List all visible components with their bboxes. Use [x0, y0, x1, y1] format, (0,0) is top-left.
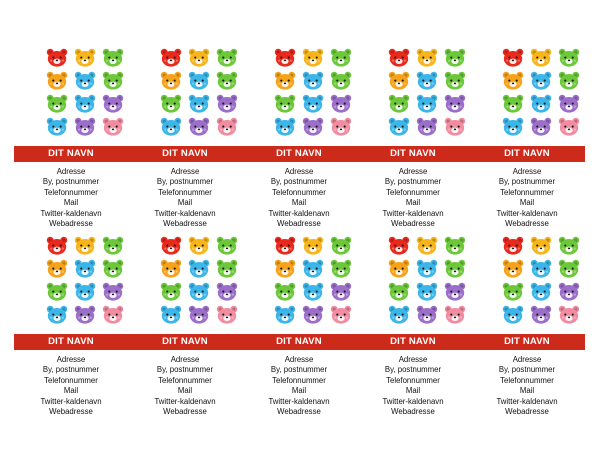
bear-face-icon [188, 282, 210, 301]
bear-face-icon [388, 236, 410, 255]
bear-face-icon [302, 305, 324, 324]
bear-face-icon [388, 305, 410, 324]
label-name: DIT NAVN [48, 148, 94, 159]
bear-face-icon [274, 71, 296, 90]
bear-face-icon [302, 282, 324, 301]
name-band-row-1 [14, 146, 585, 162]
bear-face-icon [216, 94, 238, 113]
label-info [470, 167, 584, 229]
bear-face-icon [530, 282, 552, 301]
bear-pattern-row-2 [0, 236, 600, 328]
bear-face-icon [416, 305, 438, 324]
twitter-line: Twitter-kaldenavn [382, 208, 444, 218]
web-line: Webadresse [505, 219, 549, 229]
bear-face-icon [530, 48, 552, 67]
web-line: Webadresse [49, 219, 93, 229]
bear-face-icon [558, 282, 580, 301]
bear-face-icon [102, 48, 124, 67]
bear-face-icon [188, 236, 210, 255]
bear-face-icon [188, 305, 210, 324]
twitter-line: Twitter-kaldenavn [40, 396, 102, 406]
bear-face-icon [160, 305, 182, 324]
bear-face-icon [216, 259, 238, 278]
bear-face-icon [102, 282, 124, 301]
phone-line: Telefonnummer [158, 375, 212, 385]
label-name: DIT NAVN [162, 336, 208, 347]
bear-face-icon [274, 236, 296, 255]
address-line: Adresse [170, 167, 200, 176]
label-name: DIT NAVN [504, 336, 550, 347]
phone-line: Telefonnummer [44, 187, 98, 197]
mail-line: Mail [519, 386, 535, 396]
bear-face-icon [330, 48, 352, 67]
mail-line: Mail [63, 198, 79, 208]
bear-face-icon [46, 117, 68, 136]
mail-line: Mail [291, 386, 307, 396]
web-line: Webadresse [49, 407, 93, 417]
mail-line: Mail [177, 198, 193, 208]
bear-face-icon [530, 305, 552, 324]
twitter-line: Twitter-kaldenavn [382, 396, 444, 406]
bear-face-icon [216, 305, 238, 324]
twitter-line: Twitter-kaldenavn [40, 208, 102, 218]
phone-line: Telefonnummer [272, 375, 326, 385]
label-info [128, 355, 242, 417]
bear-face-icon [46, 305, 68, 324]
web-line: Webadresse [277, 407, 321, 417]
bear-face-icon [388, 259, 410, 278]
bear-face-icon [46, 236, 68, 255]
bear-face-icon [46, 259, 68, 278]
bear-face-icon [160, 259, 182, 278]
twitter-line: Twitter-kaldenavn [268, 396, 330, 406]
phone-line: Telefonnummer [386, 187, 440, 197]
mail-line: Mail [63, 386, 79, 396]
bear-face-icon [388, 48, 410, 67]
bear-face-icon [74, 48, 96, 67]
label-info [128, 167, 242, 229]
phone-line: Telefonnummer [386, 375, 440, 385]
bear-face-icon [74, 259, 96, 278]
bear-face-icon [102, 117, 124, 136]
bear-face-icon [502, 48, 524, 67]
city-postcode-line: By, postnummer [270, 177, 328, 187]
label-info [470, 355, 584, 417]
twitter-line: Twitter-kaldenavn [154, 208, 216, 218]
bear-face-icon [160, 117, 182, 136]
bear-face-icon [444, 71, 466, 90]
bear-face-icon [102, 94, 124, 113]
bear-face-icon [46, 282, 68, 301]
bear-face-icon [74, 71, 96, 90]
bear-face-icon [558, 117, 580, 136]
city-postcode-line: By, postnummer [384, 365, 442, 375]
bear-face-icon [274, 305, 296, 324]
bear-face-icon [302, 117, 324, 136]
bear-face-icon [160, 94, 182, 113]
twitter-line: Twitter-kaldenavn [496, 396, 558, 406]
city-postcode-line: By, postnummer [42, 177, 100, 187]
bear-face-icon [216, 48, 238, 67]
bear-face-icon [216, 282, 238, 301]
bear-face-icon [330, 282, 352, 301]
bear-face-icon [302, 236, 324, 255]
city-postcode-line: By, postnummer [270, 365, 328, 375]
bear-face-icon [530, 117, 552, 136]
bear-face-icon [444, 48, 466, 67]
bear-face-icon [46, 94, 68, 113]
web-line: Webadresse [391, 407, 435, 417]
bear-pattern-row-1 [0, 48, 600, 140]
bear-face-icon [74, 236, 96, 255]
bear-face-icon [74, 94, 96, 113]
bear-face-icon [188, 71, 210, 90]
city-postcode-line: By, postnummer [384, 177, 442, 187]
bear-face-icon [416, 48, 438, 67]
bear-face-icon [330, 71, 352, 90]
bear-face-icon [302, 94, 324, 113]
bear-face-icon [302, 48, 324, 67]
bear-face-icon [502, 282, 524, 301]
bear-face-icon [416, 236, 438, 255]
bear-face-icon [558, 48, 580, 67]
city-postcode-line: By, postnummer [498, 365, 556, 375]
bear-face-icon [188, 48, 210, 67]
bear-face-icon [530, 259, 552, 278]
bear-face-icon [502, 117, 524, 136]
bear-face-icon [74, 282, 96, 301]
bear-face-icon [74, 305, 96, 324]
address-line: Adresse [284, 355, 314, 364]
bear-face-icon [330, 94, 352, 113]
bear-face-icon [502, 259, 524, 278]
bear-face-icon [444, 236, 466, 255]
label-info [14, 355, 128, 417]
bear-face-icon [160, 236, 182, 255]
bear-face-icon [216, 71, 238, 90]
web-line: Webadresse [391, 219, 435, 229]
label-info [242, 355, 356, 417]
bear-face-icon [444, 94, 466, 113]
twitter-line: Twitter-kaldenavn [496, 208, 558, 218]
bear-face-icon [416, 94, 438, 113]
city-postcode-line: By, postnummer [498, 177, 556, 187]
bear-face-icon [102, 71, 124, 90]
name-band-row-2 [14, 334, 585, 350]
mail-line: Mail [519, 198, 535, 208]
bear-face-icon [160, 282, 182, 301]
city-postcode-line: By, postnummer [156, 177, 214, 187]
web-line: Webadresse [505, 407, 549, 417]
label-info [356, 167, 470, 229]
twitter-line: Twitter-kaldenavn [268, 208, 330, 218]
mail-line: Mail [291, 198, 307, 208]
web-line: Webadresse [163, 407, 207, 417]
bear-face-icon [388, 282, 410, 301]
bear-face-icon [330, 117, 352, 136]
bear-face-icon [416, 117, 438, 136]
label-name: DIT NAVN [504, 148, 550, 159]
bear-face-icon [330, 236, 352, 255]
bear-face-icon [416, 71, 438, 90]
label-name: DIT NAVN [390, 148, 436, 159]
bear-face-icon [502, 71, 524, 90]
bear-face-icon [388, 94, 410, 113]
bear-face-icon [160, 71, 182, 90]
bear-face-icon [188, 117, 210, 136]
bear-face-icon [502, 94, 524, 113]
bear-face-icon [444, 282, 466, 301]
bear-face-icon [274, 94, 296, 113]
bear-face-icon [558, 236, 580, 255]
bear-face-icon [102, 305, 124, 324]
bear-face-icon [330, 259, 352, 278]
bear-face-icon [102, 259, 124, 278]
bear-face-icon [416, 282, 438, 301]
bear-face-icon [46, 48, 68, 67]
label-name: DIT NAVN [276, 336, 322, 347]
bear-face-icon [444, 305, 466, 324]
bear-face-icon [74, 117, 96, 136]
bear-face-icon [274, 48, 296, 67]
bear-face-icon [558, 259, 580, 278]
label-info [14, 167, 128, 229]
city-postcode-line: By, postnummer [42, 365, 100, 375]
bear-face-icon [530, 71, 552, 90]
bear-face-icon [558, 71, 580, 90]
address-line: Adresse [512, 355, 542, 364]
label-info [242, 167, 356, 229]
mail-line: Mail [177, 386, 193, 396]
phone-line: Telefonnummer [272, 187, 326, 197]
bear-face-icon [416, 259, 438, 278]
bear-face-icon [444, 117, 466, 136]
bear-face-icon [102, 236, 124, 255]
phone-line: Telefonnummer [158, 187, 212, 197]
label-name: DIT NAVN [276, 148, 322, 159]
bear-face-icon [302, 71, 324, 90]
bear-face-icon [216, 117, 238, 136]
label-name: DIT NAVN [390, 336, 436, 347]
bear-face-icon [388, 117, 410, 136]
phone-line: Telefonnummer [44, 375, 98, 385]
address-line: Adresse [512, 167, 542, 176]
bear-face-icon [530, 236, 552, 255]
bear-face-icon [444, 259, 466, 278]
bear-face-icon [46, 71, 68, 90]
phone-line: Telefonnummer [500, 375, 554, 385]
twitter-line: Twitter-kaldenavn [154, 396, 216, 406]
bear-face-icon [274, 117, 296, 136]
bear-face-icon [330, 305, 352, 324]
mail-line: Mail [405, 386, 421, 396]
label-info [356, 355, 470, 417]
address-line: Adresse [170, 355, 200, 364]
bear-face-icon [160, 48, 182, 67]
bear-face-icon [558, 94, 580, 113]
bear-face-icon [530, 94, 552, 113]
bear-face-icon [274, 282, 296, 301]
bear-face-icon [188, 259, 210, 278]
bear-face-icon [302, 259, 324, 278]
bear-face-icon [558, 305, 580, 324]
address-line: Adresse [56, 355, 86, 364]
web-line: Webadresse [163, 219, 207, 229]
bear-face-icon [502, 305, 524, 324]
city-postcode-line: By, postnummer [156, 365, 214, 375]
bear-face-icon [216, 236, 238, 255]
bear-face-icon [502, 236, 524, 255]
web-line: Webadresse [277, 219, 321, 229]
label-name: DIT NAVN [162, 148, 208, 159]
address-line: Adresse [284, 167, 314, 176]
bear-face-icon [274, 259, 296, 278]
mail-line: Mail [405, 198, 421, 208]
phone-line: Telefonnummer [500, 187, 554, 197]
address-line: Adresse [398, 355, 428, 364]
address-line: Adresse [398, 167, 428, 176]
address-line: Adresse [56, 167, 86, 176]
bear-face-icon [388, 71, 410, 90]
label-name: DIT NAVN [48, 336, 94, 347]
bear-face-icon [188, 94, 210, 113]
